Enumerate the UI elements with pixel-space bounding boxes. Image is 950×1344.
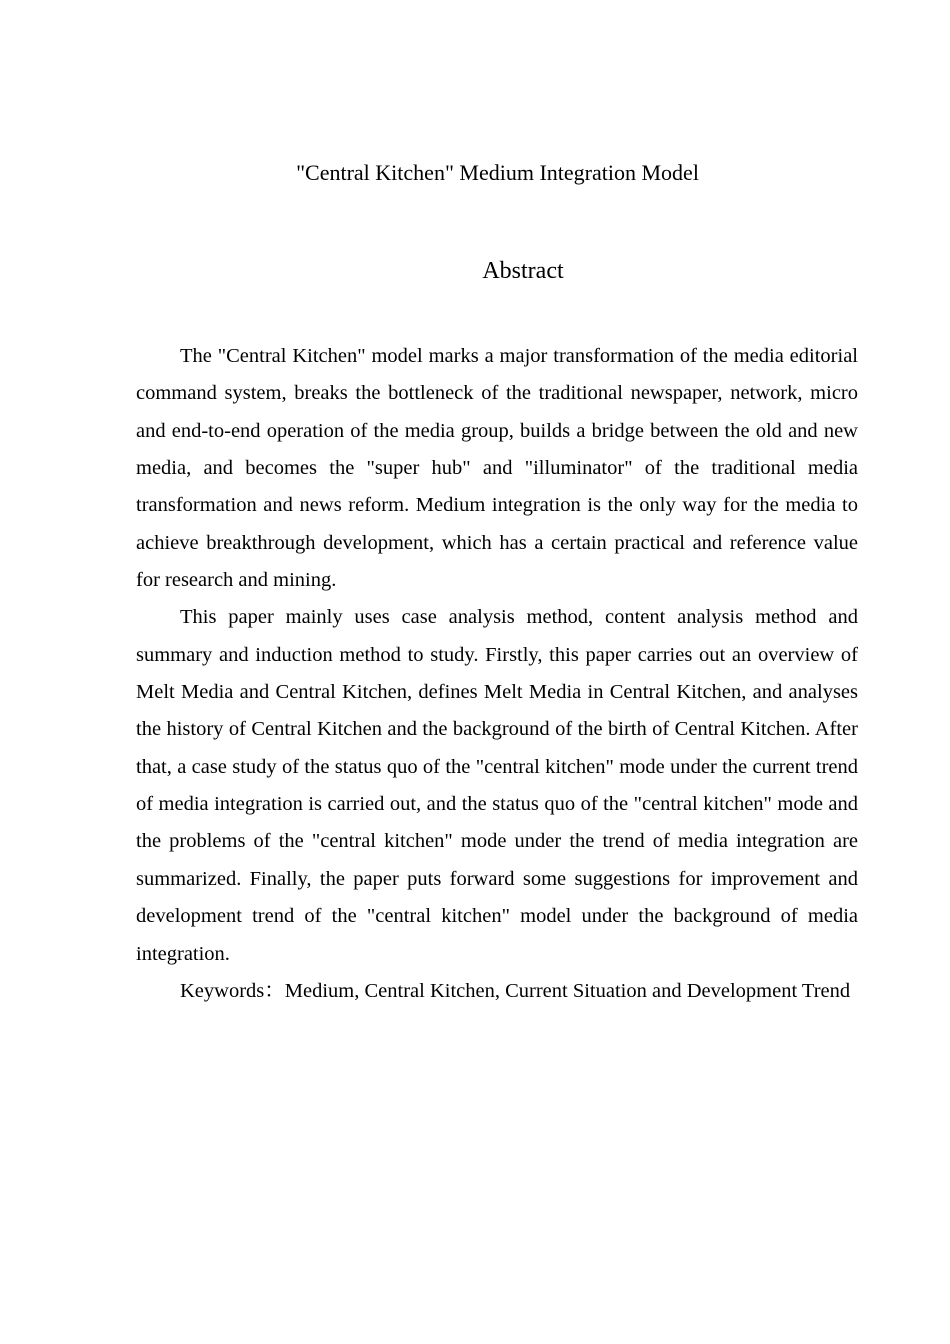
abstract-heading: Abstract xyxy=(482,258,564,284)
keywords-line xyxy=(136,973,858,1010)
keywords-value: Medium, Central Kitchen, Current Situation and Development Trend xyxy=(284,979,851,1002)
document-title: "Central Kitchen" Medium Integration Model xyxy=(296,160,699,185)
abstract-paragraph-2: This paper mainly uses case analysis method, content analysis method and summary and induction method to study. Firstly, this paper carries out an overview of Melt Media and Central Kitchen, defines Melt Media in Central Kitchen, and analyses the history of Central Kitchen and the background of the birth of Central Kitchen. After that, a case study of the status quo of the "central kitchen" mode under the current trend of media integration is carried out, and the status quo of the "central kitchen" mode and the problems of the "central kitchen" mode under the trend of media integration are summarized. Finally, the paper puts forward some suggestions for improvement and development trend of the "central kitchen" model under the background of media integration. xyxy=(136,606,858,965)
abstract-body xyxy=(136,338,858,1010)
keywords-label: Keywords： xyxy=(180,979,285,1002)
abstract-paragraph-1: The "Central Kitchen" model marks a major transformation of the media editorial command system, breaks the bottleneck of the traditional newspaper, network, micro and end-to-end operation of the media group, builds a bridge between the old and new media, and becomes the "super hub" and "illuminator" of the traditional media transformation and news reform. Medium integration is the only way for the media to achieve breakthrough development, which has a certain practical and reference value for research and mining. xyxy=(136,345,858,592)
